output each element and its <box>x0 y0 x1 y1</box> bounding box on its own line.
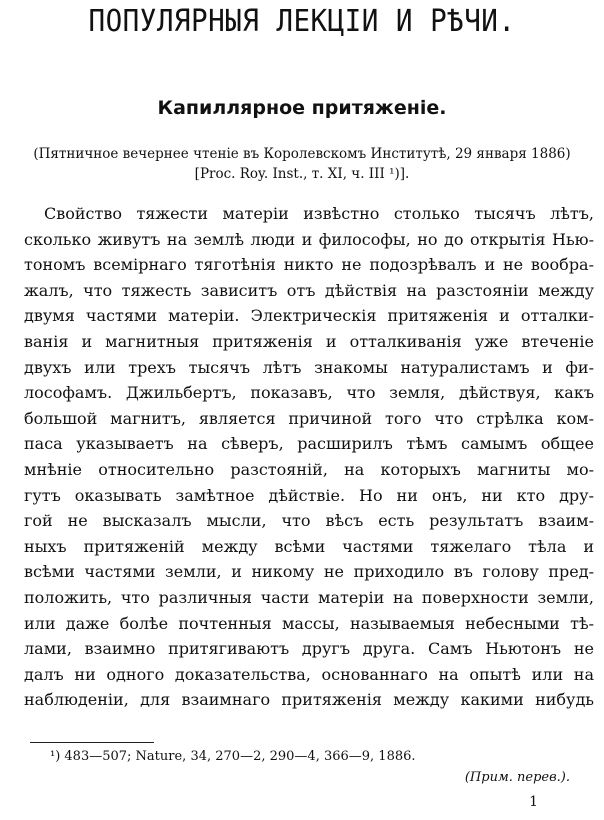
body-line: положить, что различныя части матеріи на поверхности земли, <box>24 587 594 607</box>
body-line: или даже болѣе почтенныя массы, называемыя небесными тѣ- <box>24 613 594 633</box>
body-line: двумя частями матеріи. Электрическія притяженія и отталки- <box>24 306 594 326</box>
footnote-credit: (Прим. перев.). <box>464 770 570 785</box>
body-line: наблюденіи, для взаимнаго притяженія между какими нибудь <box>24 690 594 710</box>
footnote-rule <box>30 742 154 743</box>
body-text <box>24 201 594 713</box>
body-line: жалъ, что тяжесть зависитъ отъ дѣйствія на разстояніи между <box>24 280 594 300</box>
body-line: гутъ оказывать замѣтное дѣйствіе. Но ни онъ, ни кто дру- <box>24 485 594 505</box>
body-line: большой магнитъ, является причиной того что стрѣлка ком- <box>24 408 594 428</box>
body-line: Свойство тяжести матеріи извѣстно столько тысячъ лѣтъ, <box>44 204 594 223</box>
running-head: ПОПУЛЯРНЫЯ ЛЕКЦІИ И РѢЧИ. <box>88 4 516 39</box>
page-number: 1 <box>529 794 538 810</box>
body-line: сколько живутъ на землѣ люди и философы, но до открытія Нью- <box>24 229 594 249</box>
source-line-1: (Пятничное вечернее чтеніе въ Королевскомъ Институтѣ, 29 января 1886) <box>33 146 571 162</box>
footnote: ¹) 483—507; Nature, 34, 270—2, 290—4, 366—9, 1886. <box>50 749 416 764</box>
body-line: далъ ни одного доказательства, основаннаго на опытѣ или на <box>24 664 594 684</box>
body-line: двухъ или трехъ тысячъ лѣтъ знакомы натуралистамъ и фи- <box>24 357 594 377</box>
body-line: паса указываетъ на сѣверъ, расширилъ тѣмъ самымъ общее <box>24 434 594 454</box>
body-line: лософамъ. Джильбертъ, показавъ, что земля, дѣйствуя, какъ <box>24 383 594 403</box>
body-line: мнѣніе относительно разстояній, на которыхъ магниты мо- <box>24 459 594 479</box>
body-line: ныхъ притяженій между всѣми частями тяжелаго тѣла и <box>24 536 594 556</box>
body-line: лами, взаимно притягиваютъ другъ друга. Самъ Ньютонъ не <box>24 639 594 659</box>
body-line: тономъ всемірнаго тяготѣнія никто не подозрѣвалъ и не вообра- <box>24 255 594 275</box>
article-title: Капиллярное притяженіе. <box>157 97 447 119</box>
body-line: всѣми частями земли, и никому не приходило въ голову пред- <box>24 562 594 582</box>
body-line: гой не высказалъ мысли, что вѣсъ есть результатъ взаим- <box>24 511 594 531</box>
body-line: ванія и магнитныя притяженія и отталкиванія уже втеченіе <box>24 331 594 351</box>
source-line-2: [Proc. Roy. Inst., т. XI, ч. III ¹)]. <box>194 166 410 182</box>
